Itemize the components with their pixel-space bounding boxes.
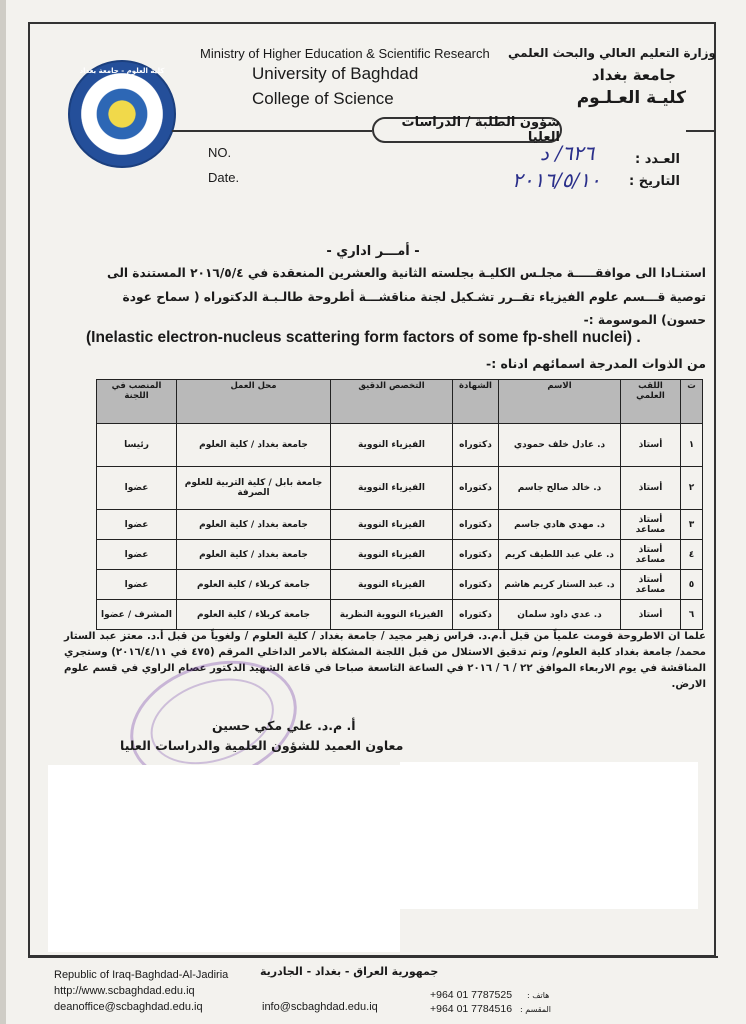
footer-info-email: info@scbaghdad.edu.iq: [262, 1001, 378, 1013]
banner-rule-left: [172, 130, 372, 132]
col-header-degree: الشهادة: [453, 380, 499, 424]
cell-rank: أستاذ: [621, 467, 681, 510]
redacted-area: [48, 765, 400, 952]
cell-workplace: جامعة بغداد / كلية العلوم: [177, 424, 331, 467]
cell-name: د. مهدي هادي جاسم: [499, 510, 621, 540]
ref-no-label-ar: العـدد :: [634, 152, 680, 167]
cell-specialty: الفيزياء النووية: [331, 467, 453, 510]
cell-index: ٦: [681, 600, 703, 630]
committee-table: [96, 379, 703, 630]
header-arabic: [508, 46, 716, 108]
members-intro: من الذوات المدرجة اسمائهم ادناه :-: [486, 356, 706, 371]
cell-rank: أستاذ مساعد: [621, 540, 681, 570]
department-banner: شؤون الطلبة / الدراسات العليا: [372, 117, 562, 143]
university-name-ar: جامعة بغداد: [591, 66, 676, 84]
table-row: [97, 570, 703, 600]
order-body-line3: حسون) الموسومة :-: [583, 313, 706, 327]
footer-address-ar: جمهورية العراق - بغداد - الجادرية: [260, 965, 439, 978]
scan-edge: [0, 0, 6, 1024]
cell-index: ٤: [681, 540, 703, 570]
footer-phone-2: +964 01 7784516: [430, 1003, 513, 1015]
ref-no-label-en: NO.: [208, 145, 232, 160]
ref-date-handwritten: ٢٠١٦/٥/١٠: [512, 168, 601, 192]
cell-specialty: الفيزياء النووية: [331, 570, 453, 600]
cell-role: عضوا: [97, 467, 177, 510]
footer-phone-1: +964 01 7787525: [430, 989, 513, 1001]
thesis-title: (Inelastic electron-nucleus scattering form factors of some fp-shell nuclei) .: [86, 329, 641, 346]
order-title: - أمـــر اداري -: [326, 244, 420, 259]
footer-website: http://www.scbaghdad.edu.iq: [54, 985, 195, 997]
cell-name: د. علي عبد اللطيف كريم: [499, 540, 621, 570]
redacted-area: [400, 762, 698, 909]
ref-no-handwritten: ٦٢٦/ د: [540, 141, 595, 165]
cell-workplace: جامعة كربلاء / كلية العلوم: [177, 570, 331, 600]
cell-specialty: الفيزياء النووية: [331, 540, 453, 570]
table-header-row: [97, 380, 703, 424]
note-paragraph: علما ان الاطروحة قومت علمياً من قبل أ.م.د. فراس زهير مجيد / جامعة بغداد / كلية العلوم / ولغوياً من قبل أ.د. معتز عبد الستار محمد/ جامعة بغداد كلية العلوم/ وتم تدقيق الاستلال من قبل اللجنة المشكلة بالامر الداخلي المرقم (٤٧٥ في ٢٠١٦/٤/١١) وستجري المناقشة في يوم الاربعاء الموافق ٢٢ / ٦ / ٢٠١٦ في الساعة التاسعة صباحا في قاعة الشهيد الدكتور عصام الراوي في قسم علوم الارض.: [64, 631, 706, 690]
cell-degree: دكتوراه: [453, 467, 499, 510]
cell-role: رئيسا: [97, 424, 177, 467]
order-body-line1: استنـادا الى موافقـــــة مجلـس الكليـة بجلسته الثانية والعشرين المنعقدة في ٢٠١٦/٥/٤ المستندة الى: [106, 266, 706, 280]
col-header-index: ت: [681, 380, 703, 424]
ref-date-label-en: Date.: [208, 170, 240, 185]
col-header-specialty: التخصص الدقيق: [331, 380, 453, 424]
table-row: [97, 467, 703, 510]
cell-degree: دكتوراه: [453, 600, 499, 630]
footer-divider: [28, 956, 718, 958]
ministry-name-en: Ministry of Higher Education & Scientific Research: [200, 46, 490, 61]
cell-name: د. خالد صالح جاسم: [499, 467, 621, 510]
banner-rule-right: [686, 130, 716, 132]
cell-name: د. عبد الستار كريم هاشم: [499, 570, 621, 600]
cell-rank: أستاذ: [621, 600, 681, 630]
cell-name: د. عادل خلف حمودي: [499, 424, 621, 467]
order-body-line2: توصية قـــسم علوم الفيزياء تقــرر تشـكيل لجنة مناقشـــة أطروحة طالـبـة الدكتوراه ( سماح عودة: [122, 290, 706, 304]
cell-workplace: جامعة بغداد / كلية العلوم: [177, 540, 331, 570]
cell-index: ٢: [681, 467, 703, 510]
signatory-title: معاون العميد للشؤون العلمية والدراسات العليا: [120, 738, 404, 753]
cell-specialty: الفيزياء النووية: [331, 510, 453, 540]
cell-degree: دكتوراه: [453, 570, 499, 600]
cell-workplace: جامعة كربلاء / كلية العلوم: [177, 600, 331, 630]
table-row: [97, 424, 703, 467]
col-header-workplace: محل العمل: [177, 380, 331, 424]
college-logo: [68, 60, 176, 168]
ref-date-label-ar: التاريخ :: [629, 174, 680, 189]
logo-ring-text: كلية العلوم - جامعة بغداد: [79, 67, 165, 75]
cell-workplace: جامعة بابل / كلية التربية للعلوم الصرفة: [177, 467, 331, 510]
college-name-en: College of Science: [252, 89, 394, 108]
cell-specialty: الفيزياء النووية النظرية: [331, 600, 453, 630]
footer-dean-email: deanoffice@scbaghdad.edu.iq: [54, 1001, 203, 1013]
cell-name: د. عدي داود سلمان: [499, 600, 621, 630]
footer-phone2-label: المقسم :: [520, 1005, 552, 1014]
cell-role: المشرف / عضوا: [97, 600, 177, 630]
cell-rank: أستاذ مساعد: [621, 510, 681, 540]
cell-index: ٥: [681, 570, 703, 600]
cell-specialty: الفيزياء النووية: [331, 424, 453, 467]
footer-address-en: Republic of Iraq-Baghdad-Al-Jadiria: [54, 969, 229, 981]
cell-degree: دكتوراه: [453, 424, 499, 467]
cell-role: عضوا: [97, 540, 177, 570]
col-header-name: الاسم: [499, 380, 621, 424]
footer-left: [54, 967, 228, 1015]
col-header-rank: اللقب العلمي: [621, 380, 681, 424]
table-row: [97, 510, 703, 540]
table-row: [97, 540, 703, 570]
cell-rank: أستاذ: [621, 424, 681, 467]
cell-degree: دكتوراه: [453, 510, 499, 540]
cell-degree: دكتوراه: [453, 540, 499, 570]
university-name-en: University of Baghdad: [252, 64, 419, 83]
cell-rank: أستاذ مساعد: [621, 570, 681, 600]
col-header-role: المنصب في اللجنة: [97, 380, 177, 424]
college-name-ar: كليـة العـلـوم: [576, 88, 686, 108]
footer-phone-label: هاتف :: [527, 991, 550, 1000]
table-row: [97, 600, 703, 630]
ministry-name-ar: وزارة التعليم العالي والبحث العلمي: [507, 46, 716, 60]
signatory-name: أ. م.د. علي مكي حسين: [212, 718, 356, 733]
cell-workplace: جامعة بغداد / كلية العلوم: [177, 510, 331, 540]
cell-index: ١: [681, 424, 703, 467]
cell-index: ٣: [681, 510, 703, 540]
cell-role: عضوا: [97, 510, 177, 540]
cell-role: عضوا: [97, 570, 177, 600]
